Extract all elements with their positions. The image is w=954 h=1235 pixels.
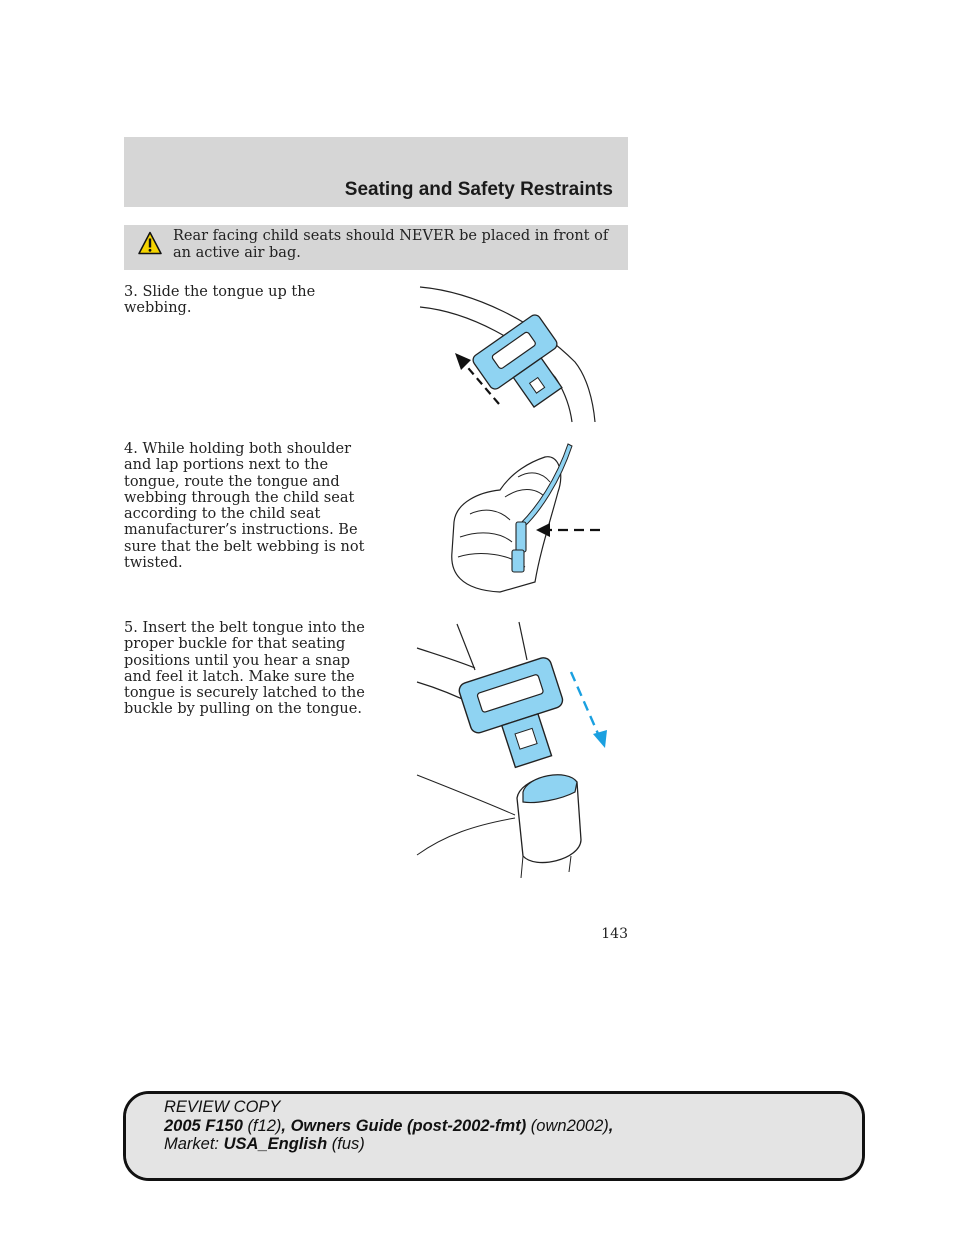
section-title: Seating and Safety Restraints <box>344 179 613 200</box>
section-header-band <box>124 137 628 207</box>
footer-market-label: Market: <box>164 1135 224 1153</box>
step-4-text: 4. While holding both shoulder and lap portions next to the tongue, route the tongue and webbing through the child seat according to the child seat manufacturer’s instructions. Be sure that the belt webbing is not twisted. <box>124 441 365 572</box>
footer-review-label: REVIEW COPY <box>164 1098 281 1116</box>
footer-market: USA_English <box>223 1135 328 1153</box>
buckle-insert-illustration <box>415 620 615 882</box>
warning-triangle-icon <box>138 231 162 255</box>
footer-separator: , <box>608 1116 614 1135</box>
warning-box <box>124 225 628 270</box>
footer-guide: , Owners Guide (post-2002-fmt) <box>281 1116 527 1135</box>
step-3-text: 3. Slide the tongue up the webbing. <box>124 284 316 317</box>
footer-market-code: (fus) <box>327 1135 365 1153</box>
footer-text-block <box>164 1098 613 1154</box>
tongue-slide-illustration <box>415 282 615 427</box>
footer-model: 2005 F150 <box>164 1116 243 1135</box>
warning-text: Rear facing child seats should NEVER be placed in front of an active air bag. <box>173 228 609 261</box>
footer-model-code: (f12) <box>242 1116 282 1135</box>
child-seat-routing-illustration <box>440 442 610 604</box>
page-number: 143 <box>601 926 628 942</box>
footer-guide-code: (own2002) <box>526 1116 609 1135</box>
step-5-text: 5. Insert the belt tongue into the proper buckle for that seating positions until you hear a snap and feel it latch. Make sure the tongue is securely latched to the buckle by pulling on the tongue. <box>124 620 365 718</box>
review-copy-footer <box>123 1091 865 1181</box>
